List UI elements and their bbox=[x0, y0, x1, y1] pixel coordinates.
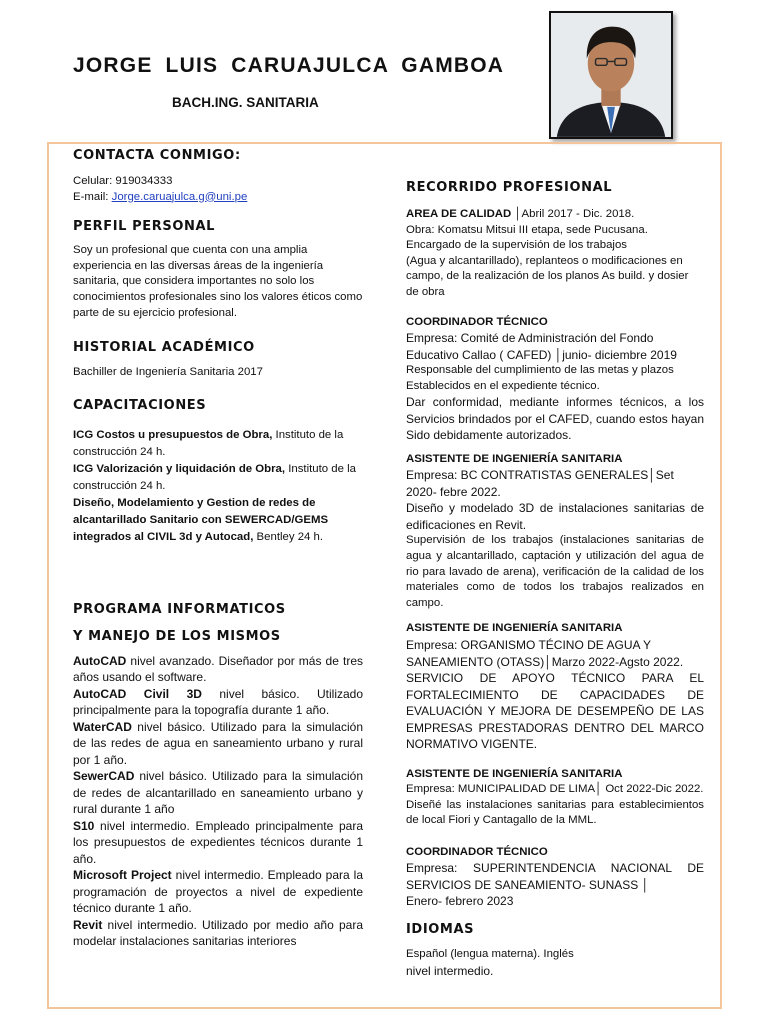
job-line: Empresa: ORGANISMO TÉCINO DE AGUA Y SANEAMIENTO (OTASS)│Marzo 2022-Agsto 2022. bbox=[406, 638, 684, 669]
software-item: Microsoft Project nivel intermedio. Empleado para la programación de proyectos a nivel de expediente técnico durante 1 año. bbox=[73, 868, 364, 916]
academic-text: Bachiller de Ingeniería Sanitaria 2017 bbox=[73, 366, 263, 379]
software-item: AutoCAD Civil 3D nivel básico. Utilizado principalmente para la topografía durante 1 año. bbox=[73, 686, 364, 718]
job-line: Diseño y modelado 3D de instalaciones sanitarias de edificaciones en Revit. bbox=[406, 501, 704, 532]
job-entry bbox=[406, 767, 704, 829]
profile-photo bbox=[549, 11, 673, 139]
software-item: Revit nivel intermedio. Utilizado por medio año para modelar instalaciones sanitarias interiores bbox=[73, 917, 363, 949]
academic-heading: HISTORIAL ACADÉMICO bbox=[73, 340, 255, 356]
job-entry bbox=[406, 452, 704, 612]
job-entry bbox=[406, 621, 704, 752]
job-title: AREA DE CALIDAD bbox=[406, 208, 512, 220]
job-entry bbox=[406, 845, 704, 910]
phone-label: Celular: bbox=[73, 175, 113, 187]
job-title: ASISTENTE DE INGENIERÍA SANITARIA bbox=[406, 622, 623, 635]
languages-line: Español (lengua materna). Inglés bbox=[406, 947, 574, 960]
email-label: E-mail: bbox=[73, 190, 109, 203]
software-item: WaterCAD nivel básico. Utilizado para la simulación de las redes de agua en saneamiento urbano y rural por 1 año. bbox=[73, 719, 363, 767]
job-title: ASISTENTE DE INGENIERÍA SANITARIA bbox=[406, 767, 623, 780]
profile-text: Soy un profesional que cuenta con una amplia experiencia en las diversas áreas de la ingeniería sanitaria, que considera importantes no solo los conocimientos profesionales sino los valores éticos como parte de su ejercicio profesional. bbox=[73, 244, 363, 319]
experience-heading: RECORRIDO PROFESIONAL bbox=[406, 180, 613, 195]
job-line: Encargado de la supervisión de los trabajos bbox=[406, 239, 627, 252]
job-date: │Abril 2017 - Dic. 2018. bbox=[511, 208, 635, 220]
software-item: SewerCAD nivel básico. Utilizado para la simulación de redes de alcantarillado en saneamiento urbano y rural durante 1 año bbox=[73, 769, 363, 817]
contact-phone bbox=[73, 174, 363, 190]
job-line: Dar conformidad, mediante informes técnicos, a los Servicios brindados por el CAFED, cuando estos hayan Sido debidamente autorizados. bbox=[406, 395, 704, 443]
email-link[interactable]: Jorge.caruajulca.g@uni.pe bbox=[111, 190, 248, 203]
job-line: Responsable del cumplimiento de las metas y plazos Establecidos en el expediente técnico. bbox=[406, 364, 674, 392]
job-line: Empresa: Comité de Administración del Fondo Educativo Callao ( CAFED) │junio- diciembre 2019 bbox=[406, 331, 677, 362]
person-photo-icon bbox=[551, 13, 671, 137]
job-title: ASISTENTE DE INGENIERÍA SANITARIA bbox=[406, 452, 623, 465]
profile-heading: PERFIL PERSONAL bbox=[73, 219, 216, 235]
job-line: SERVICIO DE APOYO TÉCNICO PARA EL FORTALECIMIENTO DE CAPACIDADES DE EVALUACIÓN Y MEJORA DE DESEMPEÑO DE LAS EMPRESAS PRESTADORAS DENTRO DEL MARCO NORMATIVO VIGENTE. bbox=[406, 671, 704, 751]
software-item: AutoCAD nivel avanzado. Diseñador por más de tres años usando el software. bbox=[73, 653, 363, 685]
job-line: Empresa: BC CONTRATISTAS GENERALES│Set 2020- febre 2022. bbox=[406, 468, 674, 499]
job-line: Enero- febrero 2023 bbox=[406, 894, 514, 909]
training-heading: CAPACITACIONES bbox=[73, 397, 207, 413]
candidate-degree: BACH.ING. SANITARIA bbox=[172, 95, 319, 110]
job-title: COORDINADOR TÉCNICO bbox=[406, 845, 548, 858]
software-item: S10 nivel intermedio. Empleado principalmente para los presupuestos de expedientes técnicos durante 1 año. bbox=[73, 818, 363, 866]
job-line: Diseñé las instalaciones sanitarias para establecimientos de local Fiori y Cantagallo de la MML. bbox=[406, 798, 704, 827]
job-line: Empresa: SUPERINTENDENCIA NACIONAL DE SERVICIOS DE SANEAMIENTO- SUNASS │ bbox=[406, 861, 704, 892]
job-line: Empresa: MUNICIPALIDAD DE LIMA│ Oct 2022-Dic 2022. bbox=[406, 783, 704, 796]
job-line: Supervisión de los trabajos (instalaciones sanitarias de agua y alcantarillado, captación y utilización del agua de rio para lavado de arena), verificación de la calidad de los materiales como de todos los trabajos realizados en campo. bbox=[406, 534, 704, 609]
languages-heading: IDIOMAS bbox=[406, 921, 475, 937]
contact-heading: CONTACTA CONMIGO: bbox=[73, 148, 241, 163]
left-column bbox=[73, 148, 363, 950]
right-column bbox=[406, 180, 704, 979]
languages-level: nivel intermedio. bbox=[406, 963, 494, 978]
job-title: COORDINADOR TÉCNICO bbox=[406, 315, 548, 328]
contact-email bbox=[73, 190, 363, 206]
candidate-name: JORGE LUIS CARUAJULCA GAMBOA bbox=[73, 54, 505, 77]
phone-value: 919034333 bbox=[115, 175, 173, 187]
job-entry bbox=[406, 207, 704, 301]
job-entry bbox=[406, 315, 704, 444]
training-item: ICG Costos u presupuestos de Obra, Instituto de la construcción 24 h. bbox=[73, 428, 344, 458]
training-item: Diseño, Modelamiento y Gestion de redes de alcantarillado Sanitario con SEWERCAD/GEMS integrados al CIVIL 3d y Autocad, Bentley 24 h. bbox=[73, 496, 329, 543]
software-heading: PROGRAMA INFORMATICOS bbox=[73, 601, 286, 617]
job-line: Obra: Komatsu Mitsui III etapa, sede Pucusana. bbox=[406, 223, 648, 236]
training-item: ICG Valorización y liquidación de Obra, Instituto de la construcción 24 h. bbox=[73, 462, 356, 492]
job-line: (Agua y alcantarillado), replanteos o modificaciones en campo, de la realización de los planos As build. y dosier de obra bbox=[406, 254, 689, 298]
software-subheading: Y MANEJO DE LOS MISMOS bbox=[73, 628, 281, 644]
